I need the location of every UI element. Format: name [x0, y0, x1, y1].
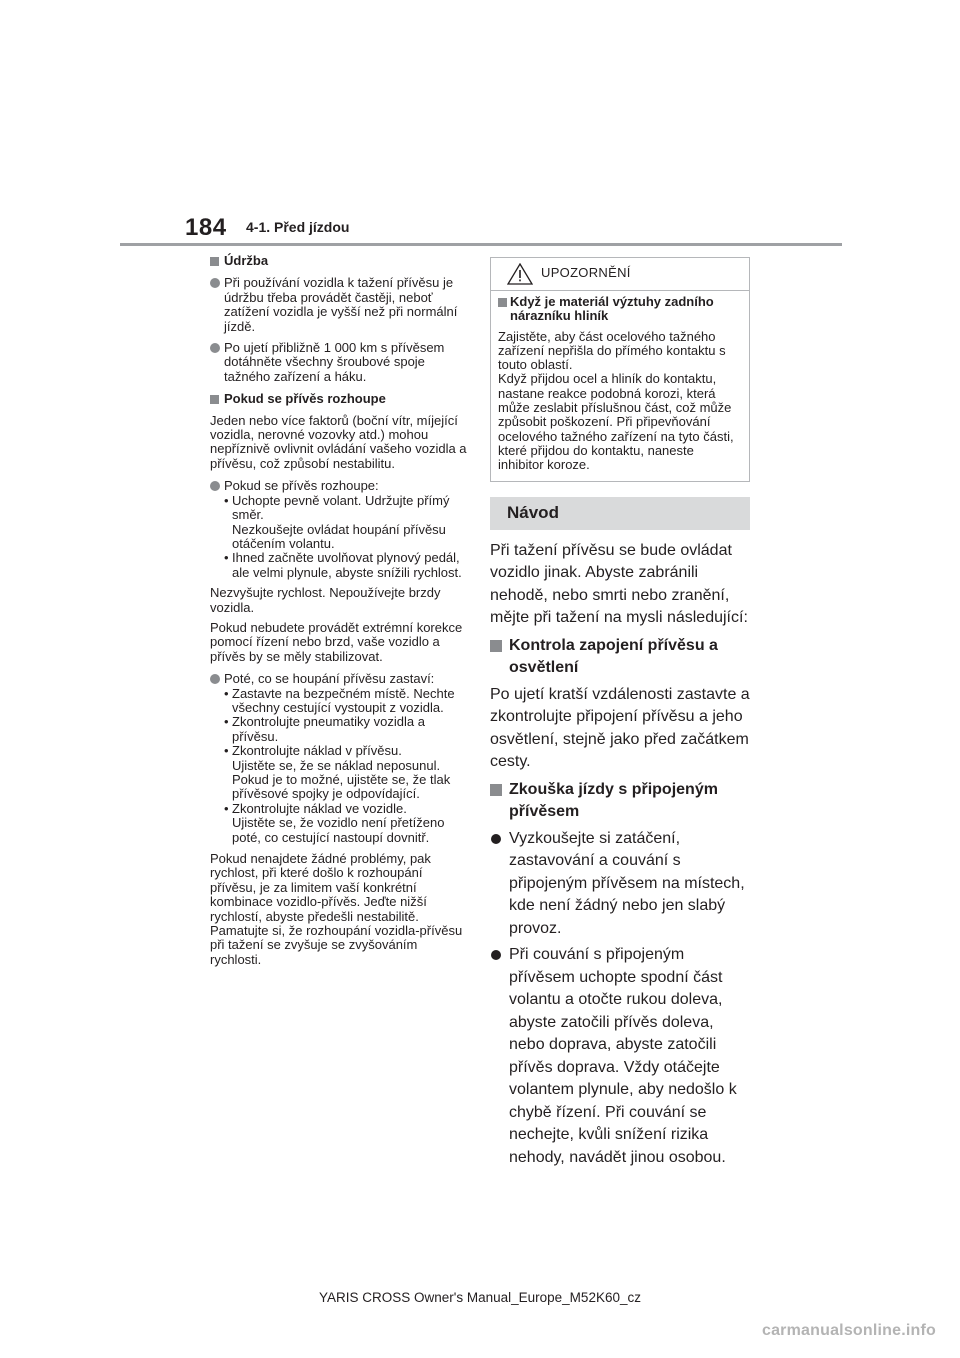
- dash-stop-safely: • Zastavte na bezpečném místě. Nechte všechny cestující vystoupit z vozidla.: [210, 687, 470, 716]
- dash-not-overloaded: Ujistěte se, že vozidlo není přetíženo poté, co cestující nastoupí dovnitř.: [232, 815, 445, 845]
- navod-banner: [490, 497, 750, 530]
- dash-check-vehicle-load: • Zkontrolujte náklad ve vozidle.: [210, 802, 470, 816]
- warning-title: UPOZORNĚNÍ: [541, 265, 631, 280]
- heading-maintenance: Údržba: [210, 254, 470, 268]
- watermark: carmanualsonline.info: [761, 1322, 936, 1339]
- dash-release-throttle: • Ihned začněte uvolňovat plynový pedál, ale velmi plynule, abyste snížili rychlost.: [210, 551, 470, 580]
- warning-paragraph-1: Zajistěte, aby část ocelového tažného zařízení nepřišla do přímého kontaktu s touto oblastí.: [498, 328, 726, 373]
- right-column: [490, 257, 752, 1169]
- navod-title: Návod: [507, 502, 559, 522]
- section-title: 4-1. Před jízdou: [246, 219, 350, 235]
- bullet-practice: Vyzkoušejte si zatáčení, zastavování a couvání s připojeným přívěsem na místech, kde není žádný nebo jen slabý provoz.: [490, 828, 752, 941]
- paragraph-stabilize: Pokud nebudete provádět extrémní korekce pomocí řízení nebo brzd, vaše vozidlo a přívěs by se měly stabilizovat.: [210, 619, 463, 664]
- paragraph-speed-limit: Pokud nenajdete žádné problémy, pak rychlost, při které došlo k rozhoupání přívěsu, je za limitem vaší konkrétní kombinace vozidlo-přívěs. Jeďte nižší rychlostí, abyste předešli nestabilitě. Pamatujte si, že rozhoupání vozidla-přívěsu při tažení se zvyšuje se zvyšováním rychlosti.: [210, 851, 463, 967]
- paragraph-check-connection: Po ujetí kratší vzdálenosti zastavte a zkontrolujte připojení přívěsu a jeho osvětlení, stejně jako před začátkem cesty.: [490, 685, 750, 771]
- warning-header: [491, 258, 749, 290]
- right-text: [490, 540, 752, 1170]
- warning-box: [490, 257, 750, 482]
- dash-check-tires: • Zkontrolujte pneumatiky vozidla a přívěsu.: [210, 715, 470, 744]
- header-rule: [120, 243, 842, 246]
- warning-body: [491, 291, 749, 481]
- bullet-reversing: Při couvání s připojeným přívěsem uchopte spodní část volantu a otočte rukou doleva, abyste zatočili přívěs doleva, nebo doprava, abyste zatočili přívěs doprava. Vždy otáčejte volantem plynule, aby nedošlo k chybě řízení. Při couvání se nechejte, kvůli snížení rizika nehody, navádět jinou osobou.: [490, 944, 752, 1169]
- heading-test-drive: Zkouška jízdy s připojeným přívěsem: [490, 779, 752, 824]
- paragraph-sway-factors: Jeden nebo více faktorů (boční vítr, míjející vozidla, nerovné vozovky atd.) mohou nepříznivě ovlivnit ovládání vašeho vozidla a přívěsu, což způsobí nestabilitu.: [210, 412, 467, 471]
- dash-no-steering: Nezkoušejte ovládat houpání přívěsu otáčením volantu.: [232, 521, 446, 551]
- footer: YARIS CROSS Owner's Manual_Europe_M52K60_cz: [319, 1290, 641, 1305]
- dash-load-shift: Ujistěte se, že se náklad neposunul. Pokud je to možné, ujistěte se, že tlak přívěsové spojky je odpovídající.: [232, 757, 451, 802]
- paragraph-no-speed-up: Nezvyšujte rychlost. Nepoužívejte brzdy vozidla.: [210, 585, 441, 615]
- page-number: 184: [185, 214, 227, 241]
- bullet-after-sway: Poté, co se houpání přívěsu zastaví:: [210, 672, 470, 686]
- bullet-if-sway: Pokud se přívěs rozhoupe:: [210, 479, 470, 493]
- dash-hold-wheel: • Uchopte pevně volant. Udržujte přímý směr.: [210, 494, 470, 523]
- paragraph-intro: Při tažení přívěsu se bude ovládat vozidlo jinak. Abyste zabránili nehodě, nebo smrti nebo zranění, mějte při tažení na mysli následující:: [490, 541, 748, 627]
- warning-heading: Když je materiál výztuhy zadního nárazníku hliník: [498, 295, 742, 324]
- heading-trailer-sway: Pokud se přívěs rozhoupe: [210, 392, 470, 406]
- left-column: [210, 251, 470, 967]
- warning-paragraph-2: Když přijdou ocel a hliník do kontaktu, nastane reakce podobná korozi, která může zeslabit příslušnou část, což může způsobit poškození. Při připevňování ocelového tažného zařízení na tyto části, které přijdou do kontaktu, naneste inhibitor koroze.: [498, 371, 734, 473]
- bullet-tighten-bolts: Po ujetí přibližně 1 000 km s přívěsem dotáhněte všechny šroubové spoje tažného zařízení a háku.: [210, 341, 470, 384]
- bullet-maintenance-frequency: Při používání vozidla k tažení přívěsu je údržbu třeba provádět častěji, neboť zatížení vozidla je vyšší než při normální jízdě.: [210, 276, 470, 334]
- heading-check-connection: Kontrola zapojení přívěsu a osvětlení: [490, 635, 752, 680]
- dash-check-trailer-load: • Zkontrolujte náklad v přívěsu.: [210, 744, 470, 758]
- warning-triangle-icon: [507, 263, 533, 290]
